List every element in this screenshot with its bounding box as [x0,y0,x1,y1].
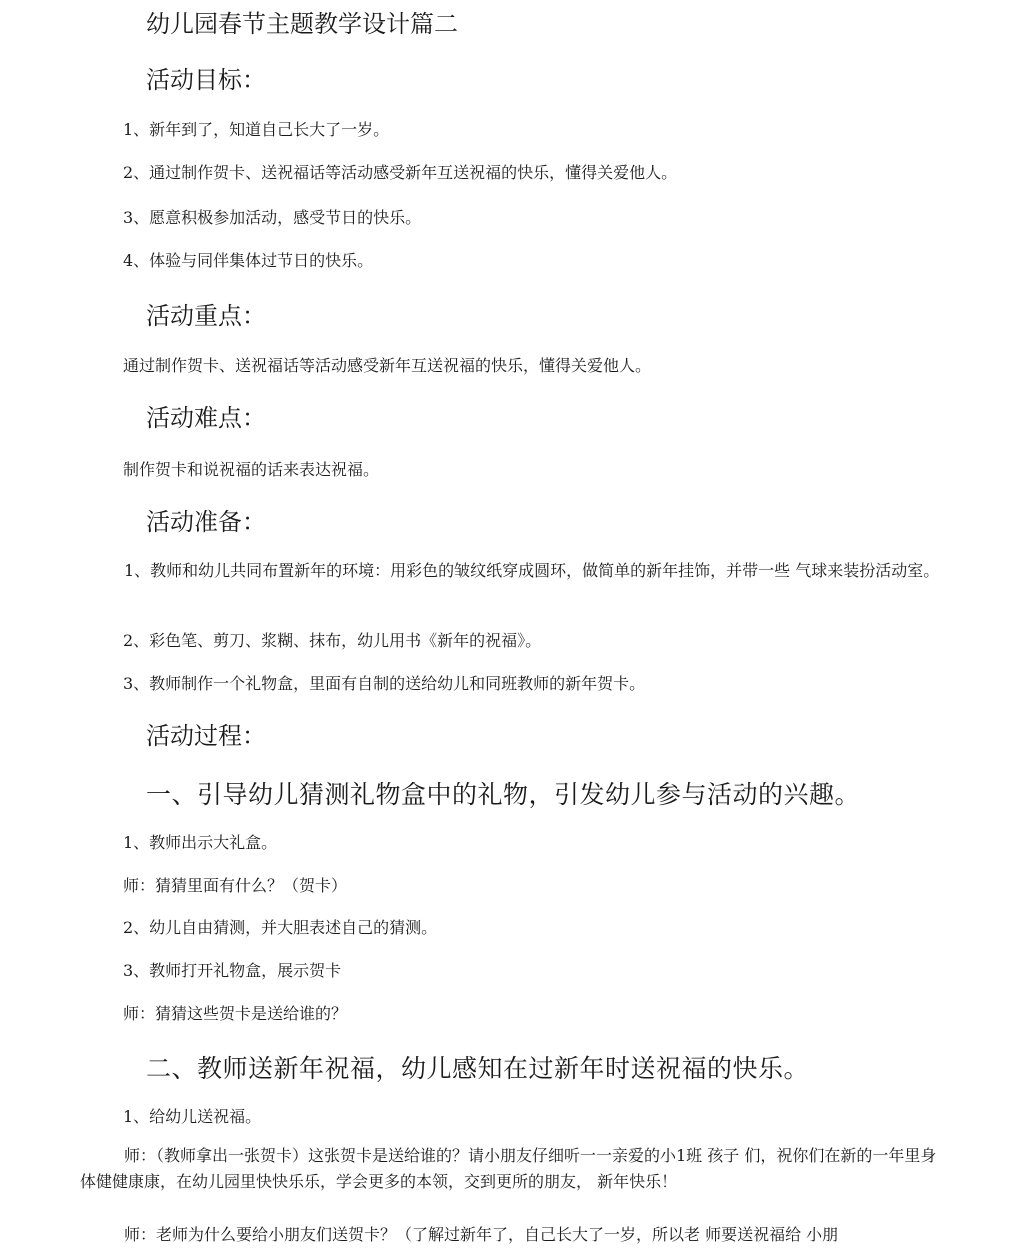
process-paragraph: 师：（教师拿出一张贺卡）这张贺卡是送给谁的？请小朋友仔细听一一亲爱的小1班 孩子 们，祝你们在新的一年里身体健健康康，在幼儿园里快快乐乐，学会更多的本领，交到更所的朋友， 新年快乐！ [80,1146,937,1191]
document-title: 幼儿园春节主题教学设计篇二 [146,10,458,38]
process-line: 2、幼儿自由猜测，并大胆表述自己的猜测。 [123,918,438,937]
process-line: 1、教师出示大礼盒。 [123,833,278,852]
goal-item: 3、愿意积极参加活动，感受节日的快乐。 [123,208,422,227]
goal-item: 2、通过制作贺卡、送祝福话等活动感受新年互送祝福的快乐，懂得关爱他人。 [123,163,678,182]
prep-item: 3、教师制作一个礼物盒，里面有自制的送给幼儿和同班教师的新年贺卡。 [123,674,646,693]
process-line: 3、教师打开礼物盒，展示贺卡 [123,961,342,980]
difficulty-text: 制作贺卡和说祝福的话来表达祝福。 [123,460,380,479]
process-line: 师：猜猜里面有什么？（贺卡） [123,876,348,895]
focus-heading: 活动重点： [146,302,266,330]
focus-text: 通过制作贺卡、送祝福话等活动感受新年互送祝福的快乐，懂得关爱他人。 [123,356,652,375]
prep-heading: 活动准备： [146,508,266,536]
difficulty-heading: 活动难点： [146,404,266,432]
prep-item: 1、教师和幼儿共同布置新年的环境：用彩色的皱纹纸穿成圆环，做简单的新年挂饰，并带一些 气球来装扮活动室。 [124,561,940,580]
goals-heading: 活动目标： [146,66,266,94]
process-line: 师：猜猜这些贺卡是送给谁的？ [123,1004,348,1023]
process-heading: 活动过程： [146,722,266,750]
process-part1-heading: 一、引导幼儿猜测礼物盒中的礼物，引发幼儿参与活动的兴趣。 [146,780,861,809]
process-part2-heading: 二、教师送新年祝福，幼儿感知在过新年时送祝福的快乐。 [146,1054,810,1083]
process-paragraph: 师：老师为什么要给小朋友们送贺卡？（了解过新年了，自己长大了一岁，所以老 师要送祝福给 小朋 [124,1225,839,1244]
process-line: 1、给幼儿送祝福。 [123,1107,262,1126]
goal-item: 4、体验与同伴集体过节日的快乐。 [123,251,374,270]
goal-item: 1、新年到了，知道自己长大了一岁。 [123,120,390,139]
prep-item: 2、彩色笔、剪刀、浆糊、抹布，幼儿用书《新年的祝福》。 [123,631,542,650]
